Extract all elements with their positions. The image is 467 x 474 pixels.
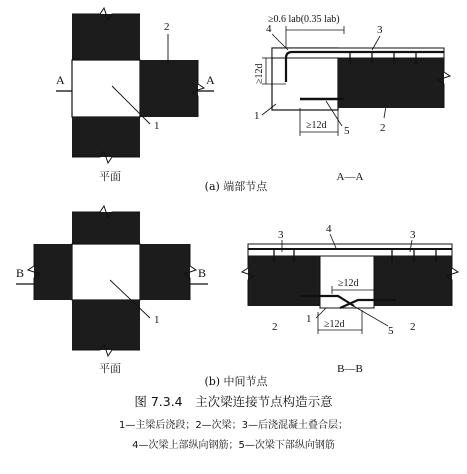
top-dim-label: ≥0.6 lab(0.35 lab) xyxy=(268,14,340,25)
plan-a xyxy=(56,8,215,183)
main-beam-joint xyxy=(72,60,140,117)
main-beam-lower xyxy=(72,117,140,157)
section-mark-left: A xyxy=(56,73,65,87)
callout-b2-left: 2 xyxy=(272,321,278,333)
main-beam-joint-b xyxy=(72,244,140,300)
callout-b1-section: 1 xyxy=(306,313,312,325)
callout-b3-right: 3 xyxy=(410,229,416,241)
secondary-beam-left xyxy=(34,244,72,300)
main-beam-upper-b xyxy=(72,212,140,244)
callout-b4: 4 xyxy=(326,223,332,235)
panel-caption-a: (a) 端部节点 xyxy=(204,180,268,193)
bottom-dim-label-b: ≥12d xyxy=(324,319,345,330)
section-b xyxy=(242,223,458,375)
plan-b xyxy=(16,206,208,375)
figure-legend-line-1: 1—主梁后浇段；2—次梁；3—后浇混凝土叠合层； xyxy=(118,420,349,431)
section-view-label-b: B—B xyxy=(337,363,363,375)
callout-a3: 3 xyxy=(377,24,383,36)
callout-b1-plan: 1 xyxy=(154,314,160,326)
top-dim-label-b: ≥12d xyxy=(338,278,359,289)
leader-b1-section xyxy=(316,308,326,318)
callout-2: 2 xyxy=(164,21,170,33)
secondary-beam xyxy=(140,60,198,117)
secondary-beam-left-b xyxy=(248,256,320,306)
main-beam-upper xyxy=(72,14,140,60)
secondary-beam-precast xyxy=(338,58,444,108)
bottom-dim-label: ≥12d xyxy=(306,120,327,131)
section-mark-right-b: B xyxy=(198,266,207,280)
main-beam-lower-b xyxy=(72,300,140,350)
secondary-beam-right xyxy=(140,244,190,300)
section-a xyxy=(254,14,450,183)
section-mark-left-b: B xyxy=(16,266,25,280)
callout-a5: 5 xyxy=(344,125,350,137)
plan-view-label-b: 平面 xyxy=(99,362,121,375)
callout-a4: 4 xyxy=(266,23,272,35)
section-view-label-a: A—A xyxy=(336,171,364,183)
secondary-beam-right-b xyxy=(374,256,452,306)
callout-b3-left: 3 xyxy=(278,229,284,241)
callout-b5: 5 xyxy=(388,325,394,337)
figure-legend-line-2: 4—次梁上部纵向钢筋；5—次梁下部纵向钢筋 xyxy=(132,440,335,451)
figure-title: 图 7.3.4 主次梁连接节点构造示意 xyxy=(134,394,333,409)
section-mark-right: A xyxy=(206,73,215,87)
plan-view-label-a: 平面 xyxy=(99,170,121,183)
side-dim-label: ≥12d xyxy=(254,63,265,84)
callout-a1: 1 xyxy=(254,110,260,122)
callout-b2-right: 2 xyxy=(410,321,416,333)
callout-1: 1 xyxy=(154,120,160,132)
callout-a2: 2 xyxy=(380,122,386,134)
panel-caption-b: (b) 中间节点 xyxy=(204,375,268,388)
